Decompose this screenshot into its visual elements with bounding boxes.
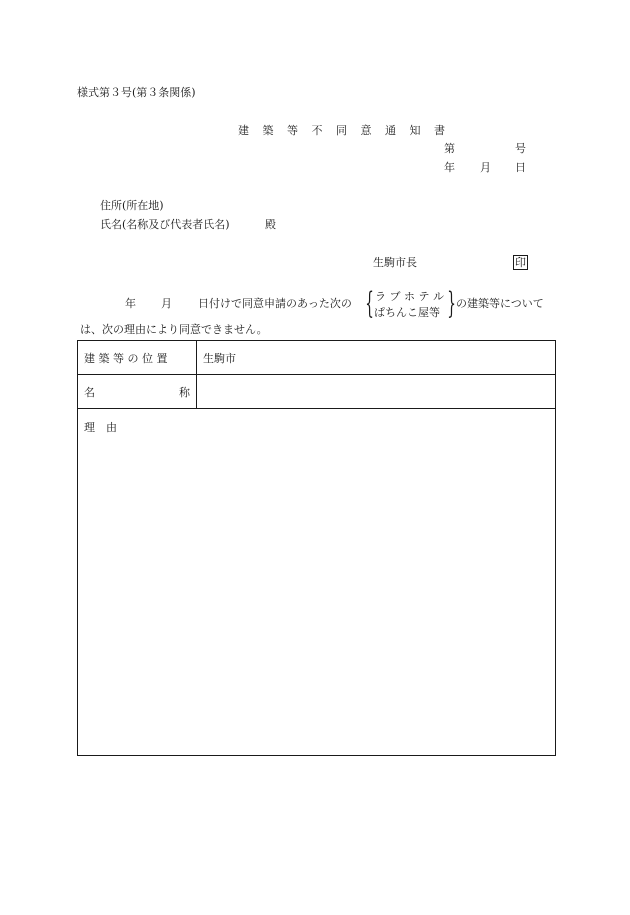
date-year: 年 bbox=[444, 161, 455, 174]
option-pachinko: ぱちんこ屋等 bbox=[374, 306, 440, 319]
location-label-cell bbox=[78, 341, 197, 375]
right-brace-icon: } bbox=[447, 286, 456, 321]
option-love-hotel: ラ ブ ホ テ ル bbox=[375, 290, 444, 303]
number-suffix: 号 bbox=[515, 142, 526, 155]
body-month: 月 bbox=[161, 297, 172, 310]
name-value-cell[interactable] bbox=[197, 375, 556, 409]
date-month: 月 bbox=[480, 161, 491, 174]
issuer-title: 生駒市長 bbox=[373, 256, 417, 269]
building-type-brace bbox=[365, 286, 456, 321]
body-line2: は、次の理由により同意できません。 bbox=[80, 323, 268, 336]
details-table bbox=[77, 340, 556, 756]
location-value: 生駒市 bbox=[203, 351, 236, 365]
reason-label: 理 由 bbox=[84, 421, 117, 434]
seal-mark bbox=[513, 255, 528, 270]
document-title: 建 築 等 不 同 意 通 知 書 bbox=[238, 124, 450, 137]
table-row bbox=[78, 341, 556, 375]
name-label-right: 称 bbox=[179, 385, 190, 399]
body-year: 年 bbox=[125, 297, 136, 310]
name-label-cell bbox=[78, 375, 197, 409]
body-lead: 日付けで同意申請のあった次の bbox=[198, 297, 352, 310]
location-label: 建 築 等 の 位 置 bbox=[84, 351, 168, 365]
body-tail: の建築等について bbox=[456, 297, 544, 310]
reason-cell[interactable] bbox=[78, 409, 556, 756]
date-day: 日 bbox=[515, 161, 526, 174]
number-prefix: 第 bbox=[444, 142, 455, 155]
table-row bbox=[78, 375, 556, 409]
left-brace-icon: { bbox=[365, 286, 374, 321]
form-header: 様式第３号(第３条関係) bbox=[77, 86, 196, 99]
name-label: 氏名(名称及び代表者氏名) bbox=[100, 218, 230, 231]
seal-text: 印 bbox=[515, 256, 526, 269]
table-row bbox=[78, 409, 556, 756]
location-value-cell[interactable] bbox=[197, 341, 556, 375]
address-label: 住所(所在地) bbox=[100, 199, 164, 212]
name-label-left: 名 bbox=[84, 385, 95, 399]
honorific: 殿 bbox=[265, 218, 276, 231]
